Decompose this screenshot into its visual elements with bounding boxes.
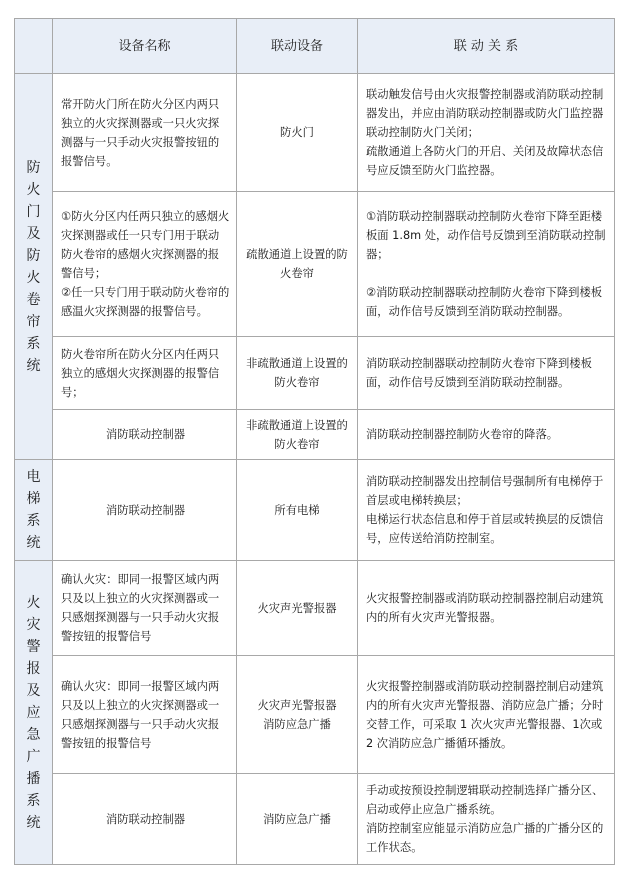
linked-device-line: 消防应急广播 bbox=[263, 717, 331, 731]
linked-device-cell bbox=[237, 656, 358, 774]
relation-line: 联动触发信号由火灾报警控制器或消防联动控制器发出，并应由消防联动控制器或防火门监控器联动控制防火门关闭； bbox=[366, 88, 604, 139]
table-row bbox=[15, 337, 615, 410]
linked-device-cell: 防火门 bbox=[237, 74, 358, 192]
category-fire-door-shutter: 防火门及防火卷帘系统 bbox=[15, 74, 53, 460]
header-device-name: 设备名称 bbox=[53, 19, 237, 74]
header-row bbox=[15, 19, 615, 74]
relation-line: 消防联动控制器发出控制信号强制所有电梯停于首层或电梯转换层； bbox=[366, 475, 604, 507]
relation-line: 火灾报警控制器或消防联动控制器控制启动建筑内的所有火灾声光警报器、消防应急广播；分时交替工作，可采取 1 次火灾声光警报器、1次或 2 次消防应急广播循环播放。 bbox=[366, 679, 604, 750]
relation-cell bbox=[358, 410, 615, 460]
device-line: ①防火分区内任两只独立的感烟火灾探测器或任一只专门用于联动防火卷帘的感烟火灾探测器的报警信号； bbox=[61, 210, 230, 280]
header-empty-cell bbox=[15, 19, 53, 74]
relation-cell bbox=[358, 460, 615, 561]
table-row bbox=[15, 74, 615, 192]
table-row bbox=[15, 460, 615, 561]
table-row bbox=[15, 410, 615, 460]
relation-cell bbox=[358, 74, 615, 192]
relation-line: 火灾报警控制器或消防联动控制器控制启动建筑内的所有火灾声光警报器。 bbox=[366, 592, 604, 624]
device-cell: 常开防火门所在防火分区内两只独立的火灾探测器或一只火灾探测器与一只手动火灾报警按钮的报警信号。 bbox=[53, 74, 237, 192]
relation-line: 电梯运行状态信息和停于首层或转换层的反馈信号，应传送给消防控制室。 bbox=[366, 513, 604, 545]
device-cell: 确认火灾：即同一报警区域内两只及以上独立的火灾探测器或一只感烟探测器与一只手动火灾报警按钮的报警信号 bbox=[53, 656, 237, 774]
category-fire-alarm-broadcast: 火灾警报及应急广播系统 bbox=[15, 561, 53, 865]
table-row bbox=[15, 656, 615, 774]
device-cell: 消防联动控制器 bbox=[53, 460, 237, 561]
linkage-table bbox=[14, 18, 615, 865]
relation-line: 疏散通道上各防火门的开启、关闭及故障状态信号应反馈至防火门监控器。 bbox=[366, 145, 604, 177]
device-cell bbox=[53, 192, 237, 337]
device-cell: 确认火灾：即同一报警区域内两只及以上独立的火灾探测器或一只感烟探测器与一只手动火灾报警按钮的报警信号 bbox=[53, 561, 237, 656]
linked-device-cell: 消防应急广播 bbox=[237, 774, 358, 865]
relation-line: 消防控制室应能显示消防应急广播的广播分区的工作状态。 bbox=[366, 822, 604, 854]
linked-device-cell: 疏散通道上设置的防火卷帘 bbox=[237, 192, 358, 337]
relation-line: 手动或按预设控制逻辑联动控制选择广播分区、启动或停止应急广播系统。 bbox=[366, 784, 604, 816]
relation-cell bbox=[358, 774, 615, 865]
table-row bbox=[15, 561, 615, 656]
linked-device-cell: 非疏散通道上设置的防火卷帘 bbox=[237, 337, 358, 410]
relation-line: ②消防联动控制器联动控制防火卷帘下降到楼板面，动作信号反馈到至消防联动控制器。 bbox=[366, 286, 603, 318]
table-row bbox=[15, 192, 615, 337]
header-linkage-relation: 联 动 关 系 bbox=[358, 19, 615, 74]
category-elevator: 电梯系统 bbox=[15, 460, 53, 561]
linked-device-line: 火灾声光警报器 bbox=[257, 698, 337, 712]
device-line: ②任一只专门用于联动防火卷帘的感温火灾探测器的报警信号。 bbox=[61, 286, 230, 318]
table-row bbox=[15, 774, 615, 865]
linked-device-cell: 火灾声光警报器 bbox=[237, 561, 358, 656]
relation-cell bbox=[358, 337, 615, 410]
relation-cell bbox=[358, 192, 615, 337]
device-cell: 消防联动控制器 bbox=[53, 774, 237, 865]
relation-cell bbox=[358, 656, 615, 774]
relation-line: ①消防联动控制器联动控制防火卷帘下降至距楼板面 1.8m 处，动作信号反馈到至消防联动控制器； bbox=[366, 210, 606, 261]
device-cell: 消防联动控制器 bbox=[53, 410, 237, 460]
linked-device-cell: 非疏散通道上设置的防火卷帘 bbox=[237, 410, 358, 460]
linked-device-cell: 所有电梯 bbox=[237, 460, 358, 561]
header-linked-device: 联动设备 bbox=[237, 19, 358, 74]
device-cell: 防火卷帘所在防火分区内任两只独立的感烟火灾探测器的报警信号； bbox=[53, 337, 237, 410]
relation-line: 消防联动控制器控制防火卷帘的降落。 bbox=[366, 428, 559, 441]
spacer bbox=[366, 264, 608, 283]
relation-cell bbox=[358, 561, 615, 656]
relation-line: 消防联动控制器联动控制防火卷帘下降到楼板面，动作信号反馈到至消防联动控制器。 bbox=[366, 357, 592, 389]
